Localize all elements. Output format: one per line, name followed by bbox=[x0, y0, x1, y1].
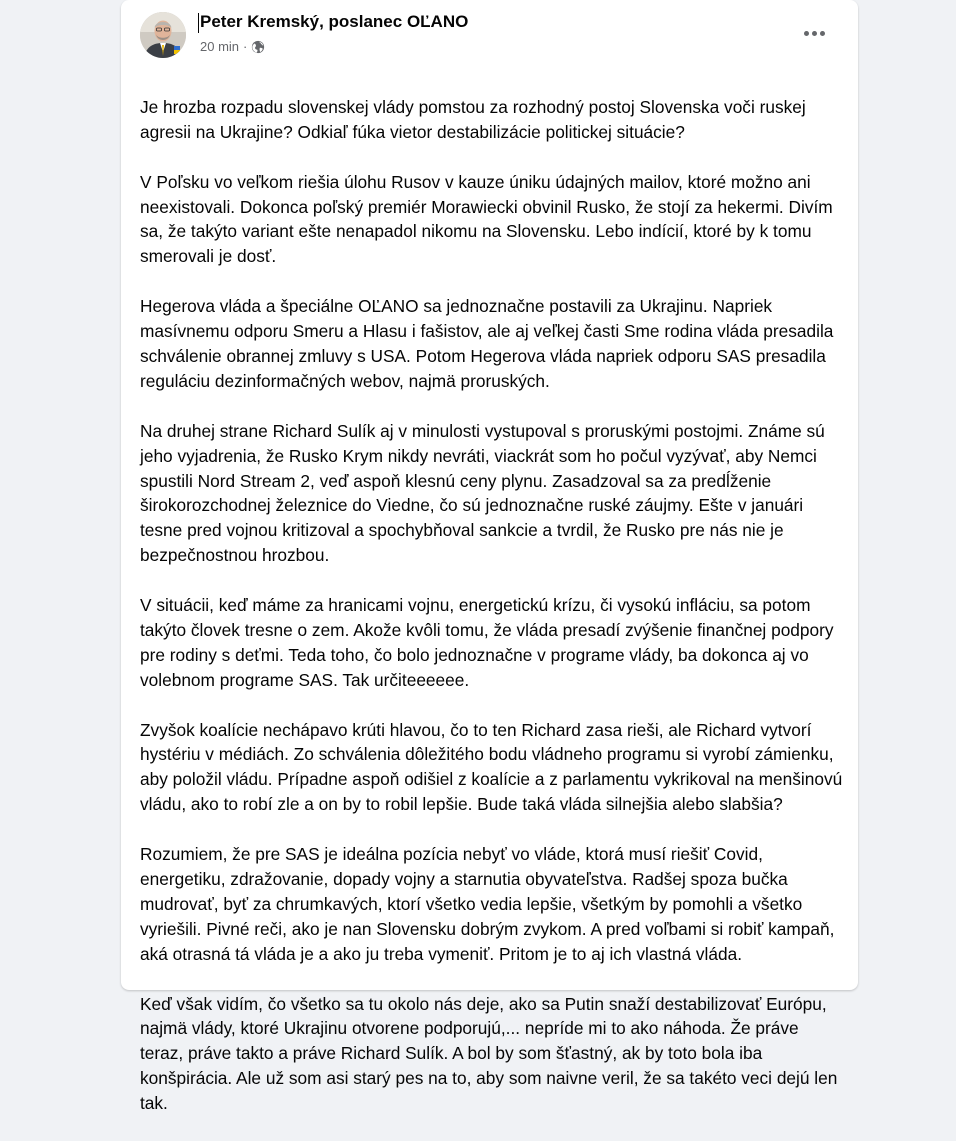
post-meta bbox=[200, 39, 265, 54]
post-paragraph: V situácii, keď máme za hranicami vojnu, energetickú krízu, či vysokú infláciu, sa potom takýto človek tresne o zem. Akože kvôli tomu, že vláda presadí zvýšenie finančnej podpory pre rodiny s deťmi. Teda toho, čo bolo jednoznačne v programe vlády, ba dokonca aj vo volebnom programe SAS. Tak určiteeeeee. bbox=[140, 595, 834, 690]
text-cursor bbox=[198, 13, 199, 33]
post-body bbox=[140, 70, 845, 1141]
post-paragraph: Je hrozba rozpadu slovenskej vlády pomstou za rozhodný postoj Slovenska voči ruskej agresii na Ukrajine? Odkiaľ fúka vietor destabilizácie politickej situácie? bbox=[140, 96, 806, 142]
post-paragraph: Hegerova vláda a špeciálne OĽANO sa jednoznačne postavili za Ukrajinu. Napriek masívnemu odporu Smeru a Hlasu i fašistov, ale aj veľkej časti Sme rodina vláda presadila schválenie obrannej zmluvy s USA. Potom Hegerova vláda napriek odporu SAS presadila reguláciu dezinformačných webov, najmä proruských. bbox=[140, 296, 834, 391]
more-dot bbox=[804, 31, 809, 36]
post-time[interactable]: 20 min bbox=[200, 39, 240, 54]
more-dot bbox=[820, 31, 825, 36]
post-paragraph: Keď však vidím, čo všetko sa tu okolo nás deje, ako sa Putin snaží destabilizovať Európu, najmä vlády, ktoré Ukrajinu otvorene podporujú,... nepríde mi to ako náhoda. Že práve teraz, práve takto a práve Richard Sulík. A bol by som šťastný, ak by toto bola iba konšpirácia. Ale už som asi starý pes na to, aby som naivne veril, že sa takéto veci dejú len tak. bbox=[140, 993, 838, 1114]
more-dot bbox=[812, 31, 817, 36]
avatar-image bbox=[140, 12, 186, 58]
post-paragraph: Zvyšok koalície nechápavo krúti hlavou, čo to ten Richard zasa rieši, ale Richard vytvorí hystériu v médiách. Zo schválenia dôležitého bodu vládneho programu si vyrobí zámienku, aby položil vládu. Prípadne aspoň odišiel z koalície a z parlamentu vykrikoval na menšinovú vládu, ako to robí zle a on by to robil lepšie. Bude taká vláda silnejšia alebo slabšia? bbox=[140, 719, 843, 815]
meta-separator: · bbox=[243, 39, 248, 54]
globe-icon[interactable] bbox=[251, 40, 265, 54]
post-paragraph: Rozumiem, že pre SAS je ideálna pozícia nebyť vo vláde, ktorá musí riešiť Covid, energetiku, zdražovanie, dopady vojny a starnutia obyvateľstva. Radšej spoza bučka mudrovať, byť za chrumkavých, ktorí všetko vedia lepšie, všetkým by pomohli a všetko vyriešili. Pivné reči, ako je nan Slovensku dobrým zvykom. A pred voľbami si robiť kampaň, aká otrasná tá vláda je a ako ju treba vymeniť. Pritom je to aj ich vlastná vláda. bbox=[140, 844, 835, 964]
post-paragraph: Na druhej strane Richard Sulík aj v minulosti vystupoval s proruskými postojmi. Známe sú jeho vyjadrenia, že Rusko Krym nikdy nevráti, viackrát som ho počul vyzývať, aby Nemci spustili Nord Stream 2, veď aspoň klesnú ceny plynu. Zasadzoval sa za predĺženie širokorozchodnej železnice do Viedne, čo sú jednoznačne ruské záujmy. Ešte v januári tesne pred vojnou kritizoval a spochybňoval sankcie a tvrdil, že Rusko pre nás nie je bezpečnostnou hrozbou. bbox=[140, 420, 825, 566]
author-name[interactable]: Peter Kremský, poslanec OĽANO bbox=[200, 12, 469, 31]
post-paragraph: V Poľsku vo veľkom riešia úlohu Rusov v kauze úniku údajných mailov, ktoré možno ani neexistovali. Dokonca poľský premiér Morawiecki obvinil Rusko, že stojí za hekermi. Divím sa, že takýto variant ešte nenapadol nikomu na Slovensku. Lebo indícií, ktoré by k tomu smerovali je dosť. bbox=[140, 171, 833, 267]
avatar[interactable] bbox=[140, 12, 186, 58]
more-options-button[interactable] bbox=[796, 20, 832, 46]
post-card bbox=[121, 0, 858, 1114]
post-header bbox=[139, 10, 840, 60]
